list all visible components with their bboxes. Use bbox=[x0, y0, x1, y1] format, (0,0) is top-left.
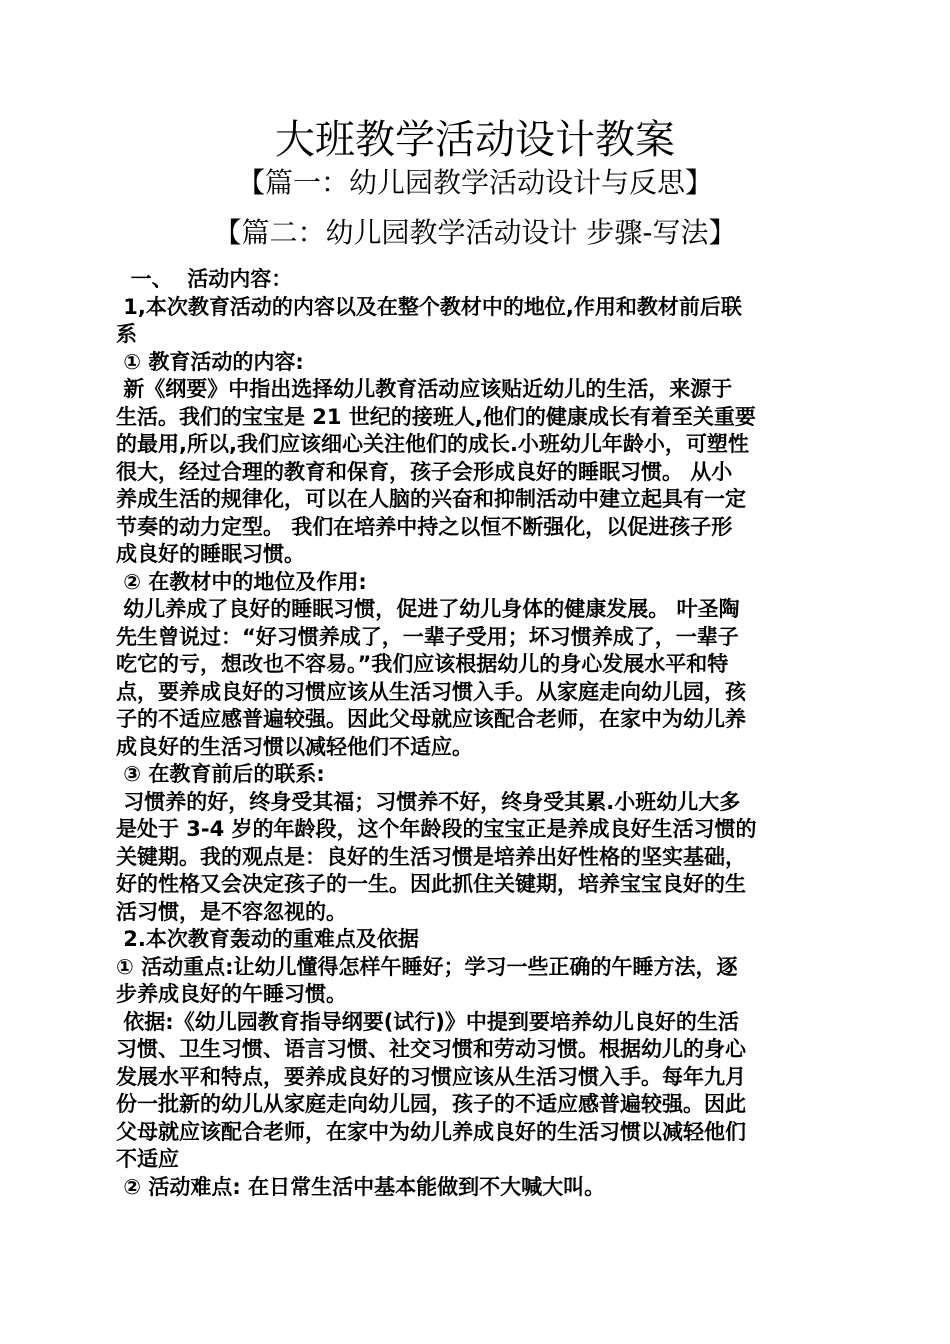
paragraph-line: 习惯养的好，终身受其福；习惯养不好，终身受其累.小班幼儿大多 bbox=[116, 789, 741, 814]
paragraph-line: 先生曾说过：“好习惯养成了，一辈子受用；坏习惯养成了，一辈子 bbox=[116, 624, 739, 649]
subheading-position-role: ② 在教材中的地位及作用: bbox=[116, 569, 367, 594]
paragraph-line: 点，要养成良好的习惯应该从生活习惯入手。从家庭走向幼儿园，孩 bbox=[116, 679, 746, 704]
subheading-activity-difficulty: ② 活动难点: 在日常生活中基本能做到不大喊大叫。 bbox=[116, 1174, 606, 1199]
section-heading-key-points: 2.本次教育轰动的重难点及依据 bbox=[116, 927, 419, 951]
paragraph-line: 吃它的亏，想改也不容易。”我们应该根据幼儿的身心发展水平和特 bbox=[116, 652, 729, 676]
paragraph-line: 成良好的生活习惯以减轻他们不适应。 bbox=[116, 734, 473, 759]
paragraph-line: 依据:《幼儿园教育指导纲要(试行)》中提到要培养幼儿良好的生活 bbox=[116, 1009, 739, 1034]
paragraph-line: 习惯、卫生习惯、语言习惯、社交习惯和劳动习惯。根据幼儿的身心 bbox=[116, 1037, 746, 1061]
paragraph-line: 不适应 bbox=[116, 1147, 179, 1171]
paragraph-line: 系 bbox=[116, 322, 137, 346]
section-heading-activity-content: 一、 活动内容： bbox=[116, 267, 293, 291]
document-body bbox=[116, 266, 846, 1201]
paragraph-line: 父母就应该配合老师，在家中为幼儿养成良好的生活习惯以减轻他们 bbox=[116, 1119, 746, 1144]
subtitle-part-one: 【篇一：幼儿园教学活动设计与反思】 bbox=[236, 166, 713, 199]
paragraph-line: 好的性格又会决定孩子的一生。因此抓住关键期，培养宝宝良好的生 bbox=[116, 872, 746, 896]
paragraph-line: 养成生活的规律化，可以在人脑的兴奋和抑制活动中建立起具有一定 bbox=[116, 487, 746, 511]
paragraph-line: 生活。我们的宝宝是 21 世纪的接班人,他们的健康成长有着至关重要 bbox=[116, 404, 756, 429]
subheading-activity-focus: ① 活动重点:让幼儿懂得怎样午睡好；学习一些正确的午睡方法，逐 bbox=[116, 954, 738, 979]
paragraph-line: 子的不适应感普遍较强。因此父母就应该配合老师，在家中为幼儿养 bbox=[116, 707, 746, 731]
subheading-education-content: ① 教育活动的内容: bbox=[116, 349, 304, 374]
document-title: 大班教学活动设计教案 bbox=[275, 117, 675, 163]
paragraph-line: 成良好的睡眠习惯。 bbox=[116, 542, 305, 566]
paragraph-line: 很大，经过合理的教育和保育，孩子会形成良好的睡眠习惯。 从小 bbox=[116, 459, 733, 484]
paragraph-line: 发展水平和特点，要养成良好的习惯应该从生活习惯入手。每年九月 bbox=[116, 1064, 746, 1089]
paragraph-line: 步养成良好的午睡习惯。 bbox=[116, 982, 347, 1006]
paragraph-line: 节奏的动力定型。 我们在培养中持之以恒不断强化，以促进孩子形 bbox=[116, 514, 733, 539]
paragraph-line: 新《纲要》中指出选择幼儿教育活动应该贴近幼儿的生活，来源于 bbox=[116, 377, 733, 401]
paragraph-line: 是处于 3-4 岁的年龄段，这个年龄段的宝宝正是养成良好生活习惯的 bbox=[116, 817, 757, 841]
subtitle-part-two: 【篇二：幼儿园教学活动设计 步骤-写法】 bbox=[213, 216, 737, 249]
paragraph-line: 1,本次教育活动的内容以及在整个教材中的地位,作用和教材前后联 bbox=[116, 294, 742, 319]
paragraph-line: 关键期。我的观点是：良好的生活习惯是培养出好性格的坚实基础， bbox=[116, 844, 746, 869]
paragraph-line: 幼儿养成了良好的睡眠习惯，促进了幼儿身体的健康发展。 叶圣陶 bbox=[116, 597, 740, 621]
paragraph-line: 份一批新的幼儿从家庭走向幼儿园，孩子的不适应感普遍较强。因此 bbox=[116, 1092, 746, 1116]
paragraph-line: 的最用,所以,我们应该细心关注他们的成长.小班幼儿年龄小，可塑性 bbox=[116, 432, 749, 456]
paragraph-line: 活习惯，是不容忽视的。 bbox=[116, 899, 347, 924]
subheading-connection: ③ 在教育前后的联系: bbox=[116, 762, 325, 786]
